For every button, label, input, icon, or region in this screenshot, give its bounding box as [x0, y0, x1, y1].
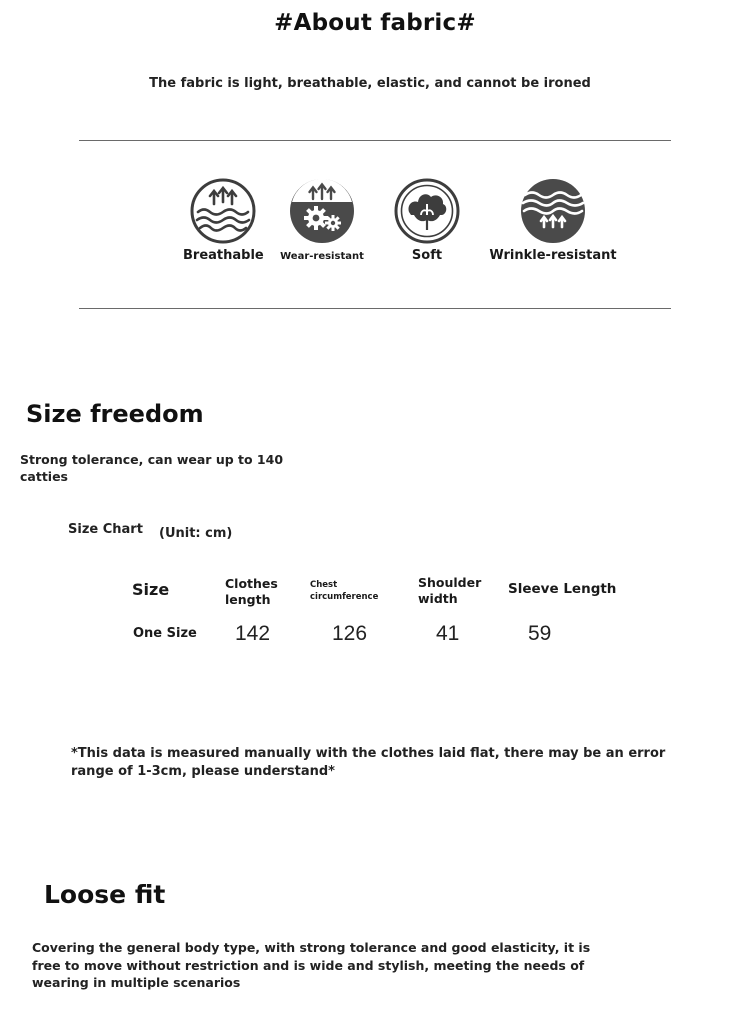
feature-label: Wrinkle-resistant [489, 248, 617, 263]
loose-fit-description: Covering the general body type, with strong tolerance and good elasticity, it is free to move without restriction and is wide and stylish, meeting the needs of wearing in multiple scenarios [32, 940, 591, 990]
feature-wrinkle-resistant [488, 178, 618, 263]
size-freedom-description: Strong tolerance, can wear up to 140 catties [20, 452, 284, 484]
section-subtitle: The fabric is light, breathable, elastic, and cannot be ironed [149, 76, 591, 91]
table-header-sleeve-length: Sleeve Length [508, 581, 617, 597]
feature-soft [394, 178, 460, 263]
gears-icon [289, 178, 355, 244]
table-cell-chest: 126 [332, 622, 368, 645]
size-freedom-heading: Size freedom [26, 400, 204, 428]
size-chart-unit: (Unit: cm) [159, 526, 233, 541]
table-header-clothes-length: Clothes length [225, 576, 278, 607]
table-cell-clothes-length: 142 [235, 622, 271, 645]
divider-top [79, 140, 671, 141]
table-header-chest: Chest circumference [310, 580, 379, 602]
cotton-icon [394, 178, 460, 244]
loose-fit-heading: Loose fit [44, 880, 166, 909]
divider-bottom [79, 308, 671, 309]
feature-label: Soft [411, 248, 443, 263]
feature-breathable [183, 178, 263, 263]
waves-icon [520, 178, 586, 244]
table-cell-size: One Size [133, 626, 197, 641]
feature-wear-resistant [277, 178, 367, 262]
table-cell-shoulder-width: 41 [436, 622, 460, 645]
size-chart-label: Size Chart [68, 522, 143, 537]
breathable-icon [190, 178, 256, 244]
table-header-shoulder-width: Shoulder width [418, 575, 482, 606]
feature-label: Wear-resistant [280, 251, 364, 262]
measurement-note: *This data is measured manually with the clothes laid flat, there may be an error range of 1-3cm, please understand* [71, 746, 666, 779]
table-header-size: Size [132, 580, 170, 599]
table-cell-sleeve-length: 59 [528, 622, 552, 645]
section-title: #About fabric# [274, 10, 476, 36]
feature-label: Breathable [183, 248, 264, 263]
